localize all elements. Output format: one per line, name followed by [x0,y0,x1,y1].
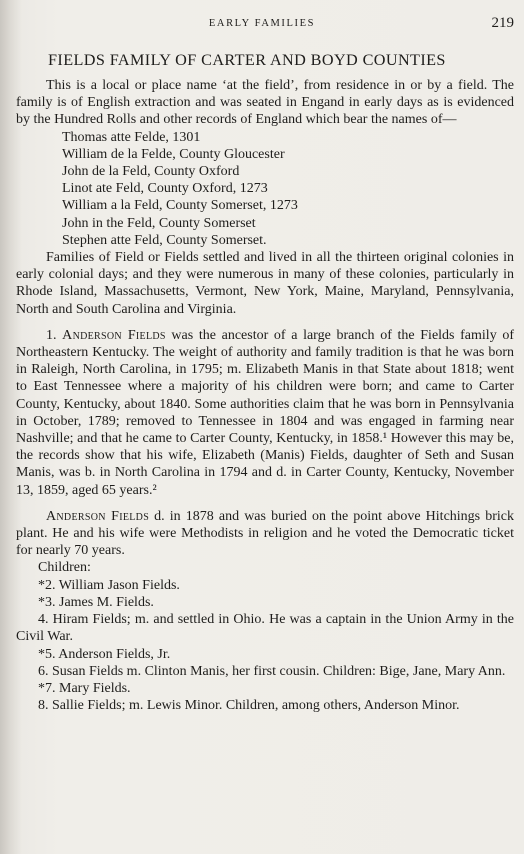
name-entry: Thomas atte Felde, 1301 [62,129,201,145]
child-entry: 8. Sallie Fields; m. Lewis Minor. Children, among others, Anderson Minor. [38,698,460,714]
name-entry: William a la Feld, County Somerset, 1273 [62,198,298,214]
ancestor-name: Anderson Fields [62,327,166,343]
child-entry: 4. Hiram Fields; m. and settled in Ohio. He was a captain in the Union Army in the Civil War. [16,612,514,645]
child-entry: *2. William Jason Fields. [38,577,180,593]
child-entry: 6. Susan Fields m. Clinton Manis, her first cousin. Children: Bige, Jane, Mary Ann. [38,663,506,679]
names-list [62,129,514,249]
page-body [16,77,514,714]
child-entry: *7. Mary Fields. [38,680,131,696]
intro-paragraph: This is a local or place name ‘at the field’, from residence in or by a field. The family is of English extraction and was seated in Engand in early days as is evidenced by the Hundred Rolls and other records of England which bear the names of— [16,78,514,128]
name-entry: Linot ate Feld, County Oxford, 1273 [62,181,268,197]
page-number: 219 [491,15,514,31]
name-entry: Stephen atte Feld, County Somerset. [62,232,267,248]
anderson-paragraph [16,327,514,499]
death-text: d. in 1878 and was buried on the point above Hitchings brick plant. He and his wife were Methodists in religion and he voted the Democratic ticket for nearly 70 years. [16,508,514,559]
anderson-text: was the ancestor of a large branch of the Fields family of Northeastern Kentucky. The weight of authority and family tradition is that he was born in Raleigh, North Carolina, in 1795; m. Elizabeth Manis in that State about 1818; went to East Tennessee where a majority of his children were born; and came to Carter County, Kentucky, about 1840. Some authorities claim that he was born in Pennsylvania in October, 1789; removed to Tennessee in 1804 and was engaged in farming near Nashville; and that he came to Carter County, Kentucky, in 1858.¹ However this may be, the records show that his wife, Elizabeth (Manis) Fields, daughter of Seth and Susan Manis, was b. in North Carolina in 1794 and d. in Carter County, Kentucky, November 13, 1859, aged 65 years.² [16,327,515,498]
section-title: FIELDS FAMILY OF CARTER AND BOYD COUNTIES [48,51,446,69]
running-head: EARLY FAMILIES [208,18,316,29]
death-paragraph [16,508,514,560]
name-entry: John in the Feld, County Somerset [62,215,256,231]
name-entry: John de la Feld, County Oxford [62,164,240,180]
name-entry: William de la Felde, County Gloucester [62,146,285,162]
child-entry: *5. Anderson Fields, Jr. [38,646,171,662]
ancestor-name: Anderson Fields [46,508,150,524]
children-label: Children: [38,560,91,576]
entry-number: 1. [46,327,57,343]
colonies-paragraph: Families of Field or Fields settled and lived in all the thirteen original colonies in early colonial days; and they were numerous in many of these colonies, particularly in Rhode Island, Massachusetts, Vermont, New York, Maine, Maryland, Pennsylvania, North and South Carolina and Virginia. [16,250,514,317]
child-entry: *3. James M. Fields. [38,594,154,610]
page-header [0,15,524,34]
